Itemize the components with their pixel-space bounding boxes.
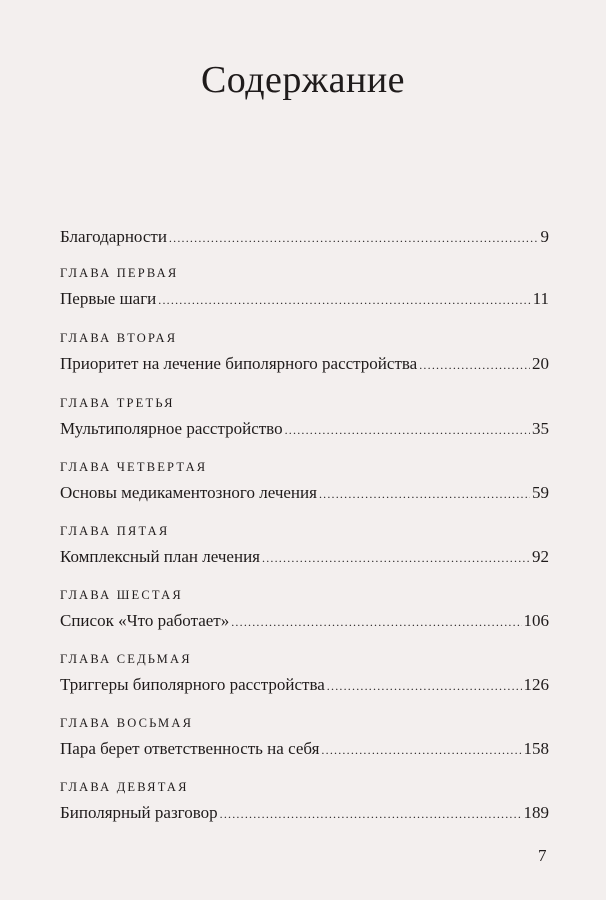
toc-entry-title: Биполярный разговор	[60, 803, 218, 822]
dot-leader	[262, 547, 530, 569]
toc-line	[60, 482, 549, 504]
toc-line	[60, 418, 549, 440]
toc-entry-chapter-3	[60, 395, 549, 440]
page-number: 7	[538, 846, 547, 865]
toc-entry-title: Мультиполярное расстройство	[60, 419, 283, 438]
toc-entry-chapter-6	[60, 587, 549, 632]
dot-leader	[285, 419, 530, 441]
toc-entry-chapter-1	[60, 265, 549, 310]
chapter-label: ГЛАВА ПЯТАЯ	[60, 524, 170, 538]
dot-leader	[327, 675, 522, 697]
toc-entry-chapter-9	[60, 779, 549, 824]
toc-page-number: 126	[523, 675, 549, 694]
dot-leader	[231, 611, 521, 633]
toc-entry-title: Благодарности	[60, 227, 167, 246]
toc-page-number: 158	[523, 739, 549, 758]
toc-entry-title: Первые шаги	[60, 289, 157, 308]
toc-entry-title: Пара берет ответственность на себя	[60, 739, 320, 758]
toc-entry-acknowledgements	[60, 226, 549, 248]
toc-page-number: 189	[523, 803, 549, 822]
dot-leader	[158, 289, 530, 311]
toc-entry-chapter-4	[60, 459, 549, 504]
toc-entry-chapter-7	[60, 651, 549, 696]
dot-leader	[419, 354, 530, 376]
chapter-label: ГЛАВА ДЕВЯТАЯ	[60, 780, 189, 794]
toc-entry-title: Комплексный план лечения	[60, 547, 260, 566]
toc-entry-chapter-5	[60, 523, 549, 568]
chapter-label: ГЛАВА ВОСЬМАЯ	[60, 716, 194, 730]
toc-entry-title: Список «Что работает»	[60, 611, 230, 630]
chapter-label: ГЛАВА ПЕРВАЯ	[60, 266, 179, 280]
chapter-label: ГЛАВА ЧЕТВЕРТАЯ	[60, 460, 208, 474]
dot-leader	[321, 739, 521, 761]
page-title: Содержание	[200, 59, 406, 101]
toc-entry-title: Приоритет на лечение биполярного расстройства	[60, 354, 418, 373]
toc-line	[60, 802, 549, 824]
toc-page-number: 35	[532, 419, 549, 438]
toc-page-number: 20	[532, 354, 549, 373]
dot-leader	[169, 227, 539, 249]
toc-line	[60, 353, 549, 375]
dot-leader	[319, 483, 530, 505]
toc-page-number: 92	[532, 547, 549, 566]
toc-entry-title: Основы медикаментозного лечения	[60, 483, 317, 502]
chapter-label: ГЛАВА СЕДЬМАЯ	[60, 652, 192, 666]
toc-line	[60, 546, 549, 568]
toc-line	[60, 738, 549, 760]
toc-line	[60, 226, 549, 248]
toc-line	[60, 610, 549, 632]
toc-page-number: 11	[532, 289, 549, 308]
toc-line	[60, 288, 549, 310]
toc-entry-chapter-8	[60, 715, 549, 760]
chapter-label: ГЛАВА ШЕСТАЯ	[60, 588, 183, 602]
chapter-label: ГЛАВА ВТОРАЯ	[60, 331, 178, 345]
toc-page-number: 59	[532, 483, 549, 502]
toc-page-number: 106	[523, 611, 549, 630]
toc-entry-chapter-2	[60, 330, 549, 375]
toc-page-number: 9	[540, 227, 549, 246]
dot-leader	[220, 803, 522, 825]
toc-entry-title: Триггеры биполярного расстройства	[60, 675, 325, 694]
toc-line	[60, 674, 549, 696]
chapter-label: ГЛАВА ТРЕТЬЯ	[60, 396, 175, 410]
